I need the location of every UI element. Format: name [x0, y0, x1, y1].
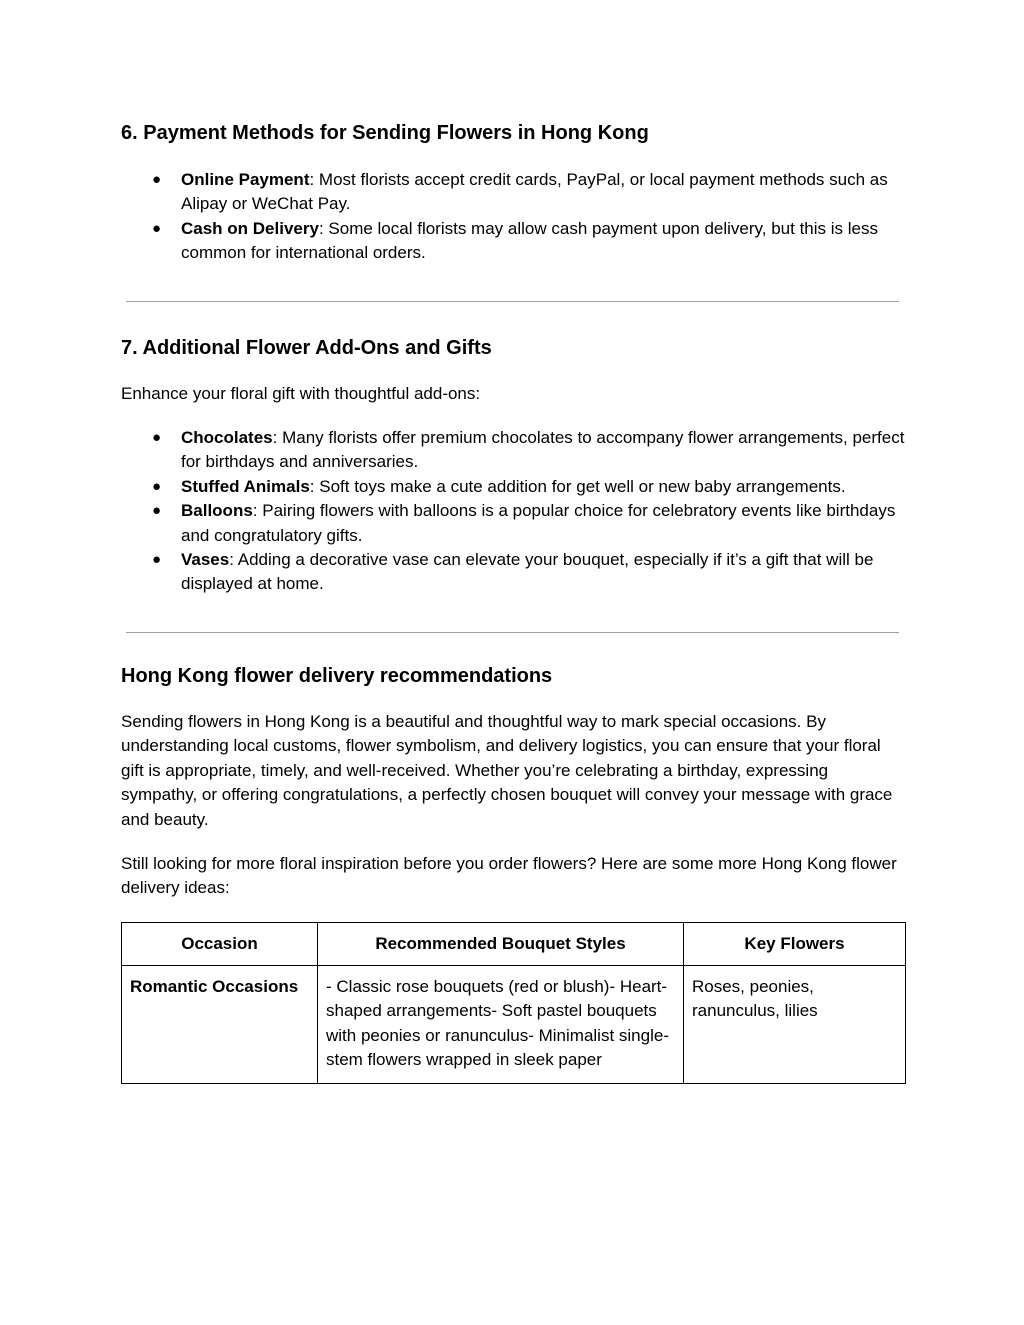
- list-item-text: : Pairing flowers with balloons is a popular choice for celebratory events like birthdays and congratulatory gifts.: [181, 501, 896, 545]
- inspiration-paragraph: Still looking for more floral inspiration before you order flowers? Here are some more Hong Kong flower delivery ideas:: [121, 854, 897, 898]
- list-item-term: Vases: [181, 550, 230, 570]
- bouquet-styles-cell: - Classic rose bouquets (red or blush)- Heart-shaped arrangements- Soft pastel bouquets with peonies or ranunculus- Minimalist single-stem flowers wrapped in sleek paper: [318, 966, 684, 1084]
- column-header-key-flowers: Key Flowers: [684, 923, 906, 966]
- bullet-icon: ●: [152, 477, 162, 495]
- bullet-icon: ●: [152, 219, 162, 237]
- bullet-icon: ●: [152, 429, 162, 446]
- bullet-icon: ●: [152, 502, 162, 520]
- add-ons-list: [121, 426, 905, 597]
- divider: [126, 301, 899, 302]
- list-item-text: : Many florists offer premium chocolates to accompany flower arrangements, perfect for birthdays and anniversaries.: [181, 428, 905, 472]
- section-6-heading: 6. Payment Methods for Sending Flowers in Hong Kong: [121, 122, 649, 144]
- key-flowers-cell: Roses, peonies, ranunculus, lilies: [684, 966, 906, 1084]
- table-header-row: [122, 923, 906, 966]
- table-row: [122, 966, 906, 1084]
- list-item-text: : Some local florists may allow cash payment upon delivery, but this is less common for international orders.: [181, 218, 878, 263]
- bullet-icon: ●: [152, 551, 162, 569]
- list-item-term: Online Payment: [181, 170, 310, 189]
- section-7-intro: Enhance your floral gift with thoughtful add-ons:: [121, 384, 481, 403]
- recommendations-table: [121, 922, 906, 1084]
- list-item-term: Cash on Delivery: [181, 218, 319, 238]
- list-item-text: : Soft toys make a cute addition for get well or new baby arrangements.: [309, 476, 846, 496]
- list-item: [121, 475, 905, 499]
- payment-methods-list: [121, 168, 905, 266]
- section-7-heading: 7. Additional Flower Add-Ons and Gifts: [121, 337, 492, 359]
- column-header-occasion: Occasion: [122, 923, 318, 966]
- recommendations-paragraph: Sending flowers in Hong Kong is a beautiful and thoughtful way to mark special occasions. By understanding local customs, flower symbolism, and delivery logistics, you can ensure that your floral gift is appropriate, timely, and well-received. Whether you’re celebrating a birthday, expressing sympathy, or offering congratulations, a perfectly chosen bouquet will convey your message with grace and beauty.: [121, 712, 893, 829]
- list-item-text: : Most florists accept credit cards, PayPal, or local payment methods such as Alipay or WeChat Pay.: [181, 170, 888, 214]
- list-item: [121, 548, 905, 597]
- list-item: [121, 426, 905, 475]
- divider: [126, 632, 899, 633]
- section-8-heading: Hong Kong flower delivery recommendations: [121, 665, 553, 687]
- column-header-bouquet-styles: Recommended Bouquet Styles: [318, 923, 684, 966]
- list-item-term: Chocolates: [181, 428, 273, 447]
- occasion-cell: Romantic Occasions: [122, 966, 318, 1084]
- list-item-text: : Adding a decorative vase can elevate your bouquet, especially if it’s a gift that will be displayed at home.: [181, 550, 874, 594]
- list-item: [121, 217, 905, 266]
- list-item: [121, 499, 905, 548]
- bullet-icon: ●: [152, 171, 162, 188]
- list-item-term: Balloons: [181, 501, 253, 521]
- list-item-term: Stuffed Animals: [181, 476, 310, 496]
- list-item: [121, 168, 905, 217]
